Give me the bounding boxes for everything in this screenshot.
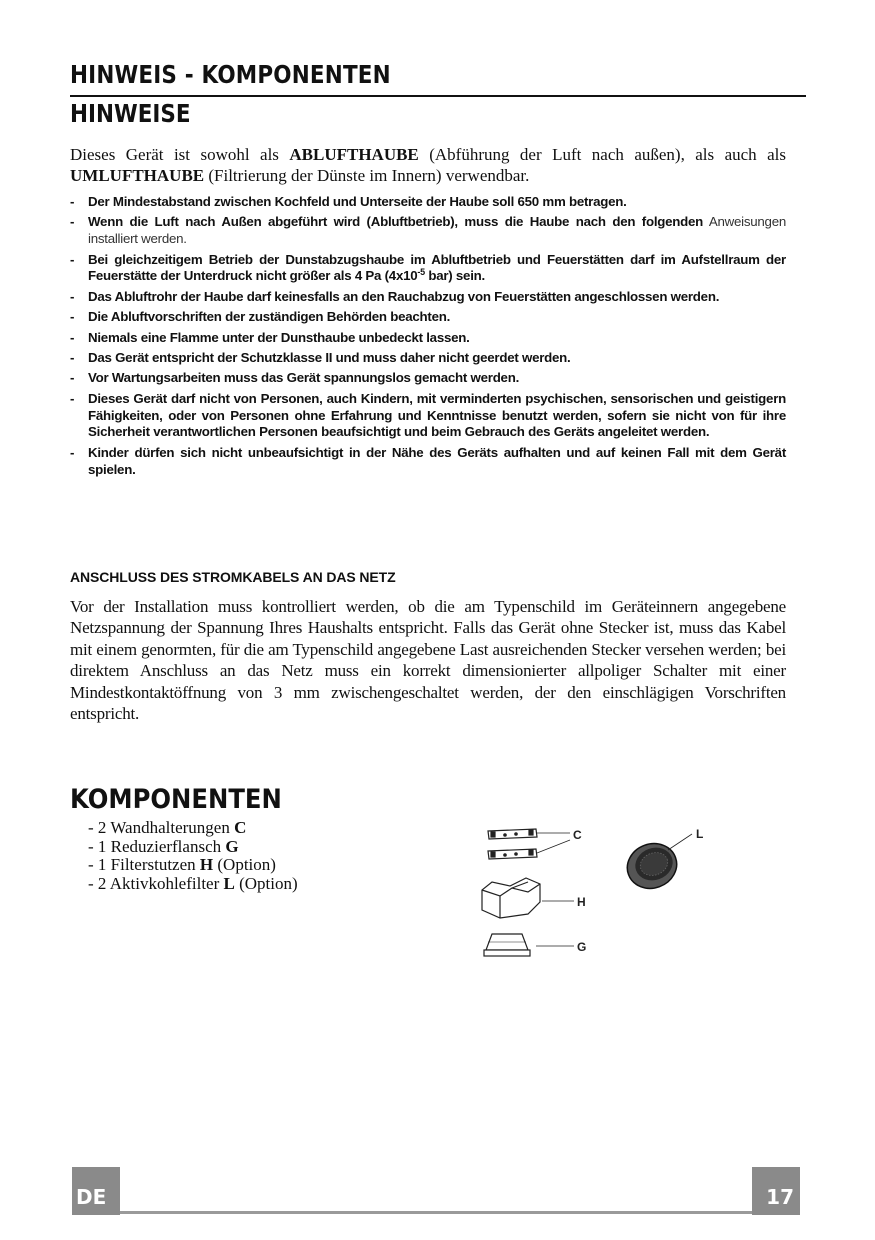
note-item: - Vor Wartungsarbeiten muss das Gerät spannungslos gemacht werden. (70, 370, 786, 387)
component-item: - 1 Reduzierflansch G (88, 836, 239, 856)
components-heading: KOMPONENTEN (70, 784, 282, 815)
page-number-badge: 17 (752, 1167, 800, 1215)
label-g: G (577, 940, 587, 954)
note-item: - Dieses Gerät darf nicht von Personen, auch Kindern, mit verminderten psychischen, sensorischen und geistigern Fähigkeiten, oder von Personen ohne Erfahrung und Kenntnisse benutzt werden, sofern sie nicht von für ihre Sicherheit verantwortlichen Personen beaufsichtigt und beim Gebrauch des Geräts angeleitet werden. (70, 391, 786, 441)
note-light-text: Anweisungen installiert werden. (88, 214, 786, 247)
intro-text-3: (Filtrierung der Dünste im Innern) verwendbar. (204, 166, 530, 185)
wall-bracket-icon (488, 829, 537, 859)
component-item: - 2 Wandhalterungen C (88, 818, 247, 837)
section-title-hinweise: HINWEISE (70, 99, 191, 128)
page-title: HINWEIS - KOMPONENTEN (70, 60, 391, 89)
title-divider (70, 95, 806, 97)
note-item: - Die Abluftvorschriften der zuständigen Behörden beachten. (70, 309, 786, 326)
components-illustration (470, 818, 730, 968)
language-badge: DE (72, 1167, 120, 1215)
label-c: C (573, 828, 582, 842)
note-text-a: Bei gleichzeitigem Betrieb der Dunstabzugshaube im Abluftbetrieb und Feuerstätten darf im Aufstellraum der Feuerstätte der Unterdruck nicht größer als 4 Pa (4x10 (88, 251, 786, 284)
intro-bold-umlufthaube: UMLUFTHAUBE (70, 166, 205, 185)
note-item (70, 252, 786, 286)
note-item: - Niemals eine Flamme unter der Dunsthaube unbedeckt lassen. (70, 330, 786, 347)
label-h: H (577, 895, 586, 909)
note-text-b: bar) sein. (424, 268, 485, 284)
footer-rule (120, 1211, 752, 1214)
intro-text-2: (Abführung der Luft nach außen), als auch als (418, 145, 787, 164)
safety-notes-list (70, 194, 786, 482)
components-list (88, 819, 298, 893)
note-item: - Kinder dürfen sich nicht unbeaufsichtigt in der Nähe des Geräts aufhalten und auf keinen Fall mit dem Gerät spielen. (70, 445, 786, 479)
note-exponent: -5 (417, 267, 425, 278)
intro-paragraph (70, 144, 786, 186)
note-item: - Der Mindestabstand zwischen Kochfeld und Unterseite der Haube soll 650 mm betragen. (70, 194, 786, 211)
note-item (70, 214, 786, 248)
intro-bold-ablufthaube: ABLUFTHAUBE (289, 145, 419, 164)
note-bold-text: Wenn die Luft nach Außen abgeführt wird (Abluftbetrieb), muss die Haube nach den folgenden (88, 214, 704, 230)
label-l: L (696, 827, 704, 841)
carbon-filter-icon (621, 837, 683, 895)
component-item: - 2 Aktivkohlefilter L (Option) (88, 873, 298, 893)
note-item: - Das Gerät entspricht der Schutzklasse II und muss daher nicht geerdet werden. (70, 350, 786, 367)
power-section-heading: ANSCHLUSS DES STROMKABELS AN DAS NETZ (70, 569, 396, 585)
power-section-text: Vor der Installation muss kontrolliert werden, ob die am Typenschild im Geräteinnern angegebene Netzspannung der Spannung Ihres Haushalts entspricht. Falls das Gerät ohne Stecker ist, muss das Kabel mit einem genormten, für die am Typenschild angegebene Last ausreichenden Stecker versehen werden; bei direktem Anschluss an das Netz muss ein korrekt dimensionierter allpoliger Schalter mit einer Mindestkontaktöffnung von 3 mm zwischengeschaltet werden, der den einschlägigen Vorschriften entspricht. (70, 597, 786, 724)
filter-connector-icon (482, 878, 540, 918)
component-item: - 1 Filterstutzen H (Option) (88, 855, 276, 874)
intro-text-1: Dieses Gerät ist sowohl als (70, 145, 290, 164)
reducer-flange-icon (484, 934, 530, 956)
note-item: - Das Abluftrohr der Haube darf keinesfalls an den Rauchabzug von Feuerstätten angeschlossen werden. (70, 289, 786, 306)
